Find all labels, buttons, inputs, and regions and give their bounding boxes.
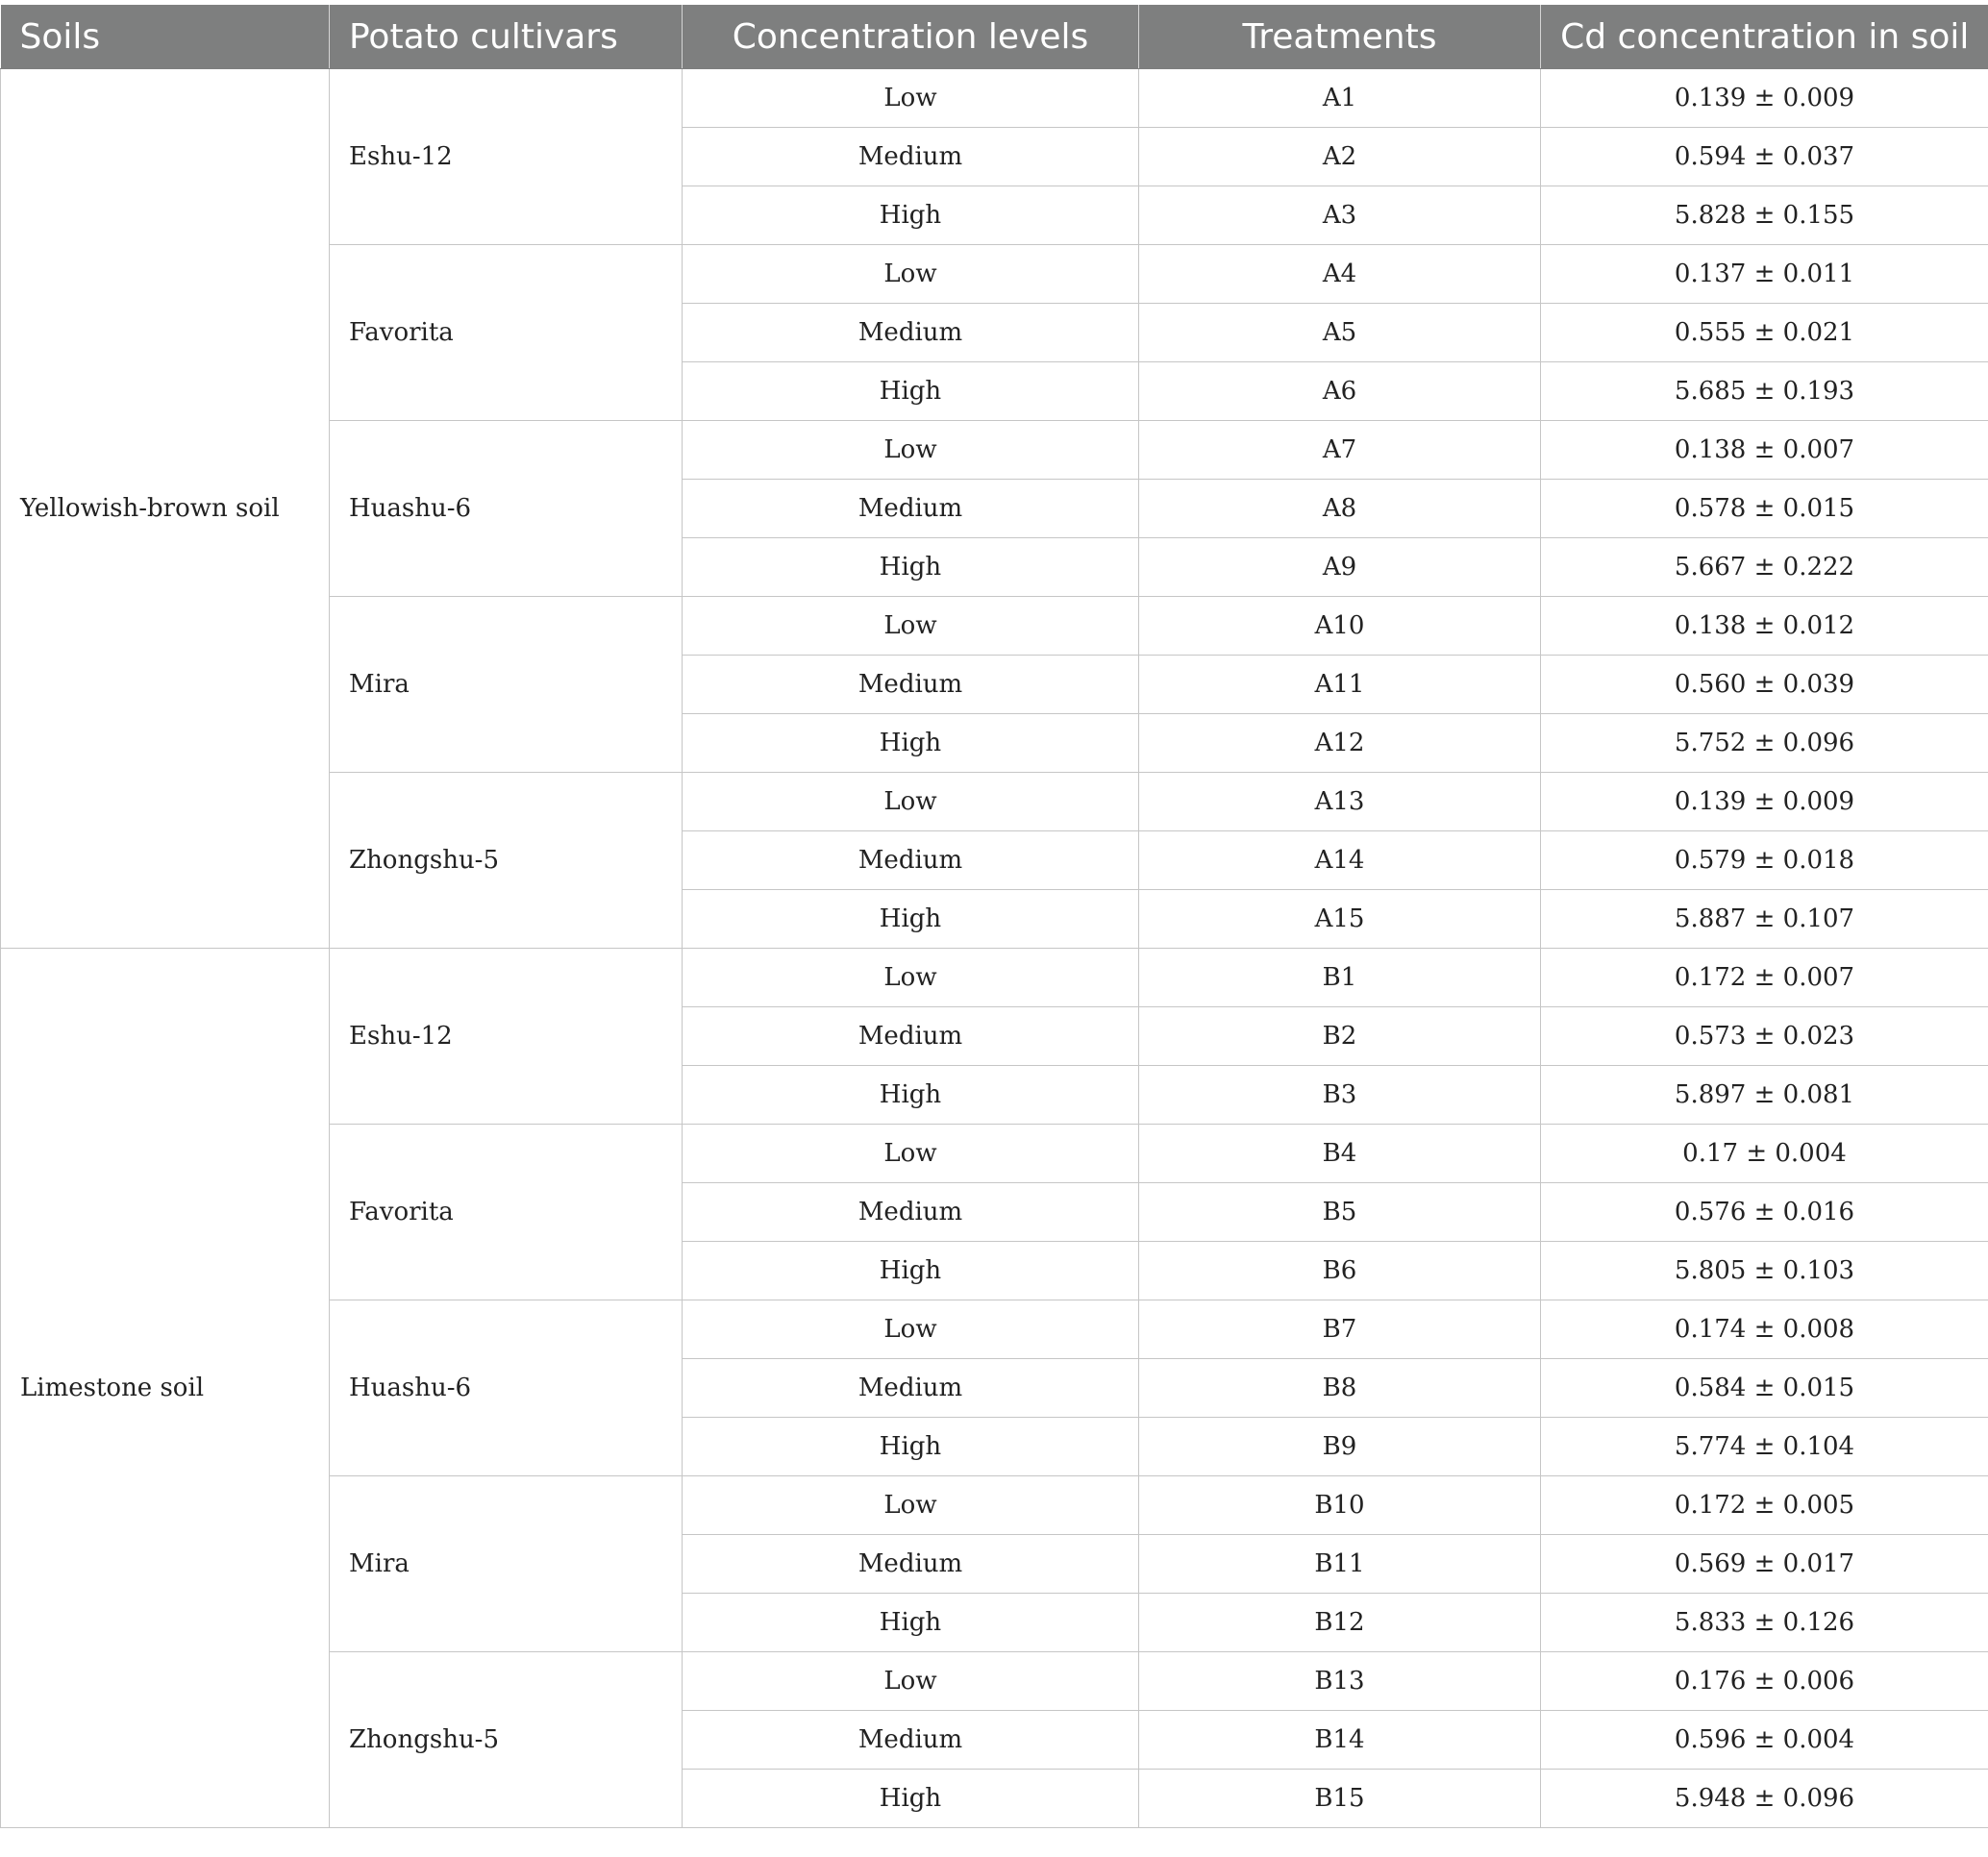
concentration-level-cell: Low (683, 1125, 1139, 1183)
cd-value-cell: 5.828 ± 0.155 (1541, 186, 1988, 245)
table-row (1, 949, 1988, 1007)
concentration-level-cell: Low (683, 1652, 1139, 1711)
cd-value-cell: 0.596 ± 0.004 (1541, 1711, 1988, 1770)
cd-value-cell: 5.685 ± 0.193 (1541, 362, 1988, 421)
concentration-level-cell: Medium (683, 480, 1139, 538)
concentration-level-cell: Low (683, 421, 1139, 480)
treatment-cell: B13 (1139, 1652, 1541, 1711)
concentration-level-cell: High (683, 1418, 1139, 1476)
cd-value-cell: 0.584 ± 0.015 (1541, 1359, 1988, 1418)
treatment-cell: A14 (1139, 831, 1541, 890)
cultivar-cell: Mira (330, 597, 683, 773)
concentration-level-cell: Medium (683, 656, 1139, 714)
treatment-cell: A9 (1139, 538, 1541, 597)
cd-value-cell: 5.897 ± 0.081 (1541, 1066, 1988, 1125)
cd-value-cell: 0.555 ± 0.021 (1541, 304, 1988, 362)
concentration-level-cell: High (683, 1242, 1139, 1300)
concentration-level-cell: Medium (683, 1183, 1139, 1242)
cd-value-cell: 0.578 ± 0.015 (1541, 480, 1988, 538)
treatment-cell: B14 (1139, 1711, 1541, 1770)
cultivar-cell: Favorita (330, 1125, 683, 1300)
concentration-level-cell: Low (683, 1476, 1139, 1535)
concentration-level-cell: Low (683, 69, 1139, 128)
concentration-level-cell: Medium (683, 128, 1139, 186)
cultivar-cell: Eshu-12 (330, 949, 683, 1125)
cd-value-cell: 5.752 ± 0.096 (1541, 714, 1988, 773)
header-cd-concentration: Cd concentration in soil (1541, 5, 1988, 69)
concentration-level-cell: Medium (683, 1359, 1139, 1418)
cultivar-cell: Mira (330, 1476, 683, 1652)
header-treatments: Treatments (1139, 5, 1541, 69)
cd-value-cell: 0.138 ± 0.012 (1541, 597, 1988, 656)
cd-value-cell: 0.579 ± 0.018 (1541, 831, 1988, 890)
concentration-level-cell: High (683, 1594, 1139, 1652)
treatment-cell: A11 (1139, 656, 1541, 714)
treatment-cell: A5 (1139, 304, 1541, 362)
treatment-cell: A4 (1139, 245, 1541, 304)
cd-value-cell: 5.805 ± 0.103 (1541, 1242, 1988, 1300)
cultivar-cell: Zhongshu-5 (330, 1652, 683, 1828)
concentration-level-cell: Medium (683, 1007, 1139, 1066)
cultivar-cell: Huashu-6 (330, 421, 683, 597)
treatment-cell: B6 (1139, 1242, 1541, 1300)
cd-value-cell: 5.667 ± 0.222 (1541, 538, 1988, 597)
treatment-cell: A6 (1139, 362, 1541, 421)
soil-cell: Limestone soil (1, 949, 330, 1828)
concentration-level-cell: Medium (683, 1711, 1139, 1770)
table-body (1, 69, 1988, 1828)
header-concentration-levels: Concentration levels (683, 5, 1139, 69)
concentration-level-cell: Low (683, 773, 1139, 831)
treatment-cell: A10 (1139, 597, 1541, 656)
concentration-level-cell: High (683, 890, 1139, 949)
treatment-cell: B10 (1139, 1476, 1541, 1535)
concentration-level-cell: Low (683, 1300, 1139, 1359)
cd-value-cell: 0.172 ± 0.005 (1541, 1476, 1988, 1535)
soil-cell: Yellowish-brown soil (1, 69, 330, 949)
cd-value-cell: 0.139 ± 0.009 (1541, 69, 1988, 128)
cultivar-cell: Favorita (330, 245, 683, 421)
cd-value-cell: 0.174 ± 0.008 (1541, 1300, 1988, 1359)
cultivar-cell: Huashu-6 (330, 1300, 683, 1476)
treatment-cell: B3 (1139, 1066, 1541, 1125)
cd-value-cell: 0.560 ± 0.039 (1541, 656, 1988, 714)
concentration-level-cell: High (683, 714, 1139, 773)
header-row (1, 5, 1988, 69)
concentration-level-cell: High (683, 1770, 1139, 1828)
header-potato-cultivars: Potato cultivars (330, 5, 683, 69)
cd-value-cell: 5.948 ± 0.096 (1541, 1770, 1988, 1828)
header-soils: Soils (1, 5, 330, 69)
treatment-cell: A3 (1139, 186, 1541, 245)
treatment-cell: A12 (1139, 714, 1541, 773)
treatment-cell: A1 (1139, 69, 1541, 128)
concentration-level-cell: Medium (683, 1535, 1139, 1594)
cd-value-cell: 0.569 ± 0.017 (1541, 1535, 1988, 1594)
treatment-cell: B7 (1139, 1300, 1541, 1359)
cd-value-cell: 0.573 ± 0.023 (1541, 1007, 1988, 1066)
treatment-cell: B12 (1139, 1594, 1541, 1652)
treatment-cell: B11 (1139, 1535, 1541, 1594)
treatment-cell: B1 (1139, 949, 1541, 1007)
concentration-level-cell: Medium (683, 304, 1139, 362)
treatment-cell: A15 (1139, 890, 1541, 949)
cd-value-cell: 5.833 ± 0.126 (1541, 1594, 1988, 1652)
treatment-cell: A13 (1139, 773, 1541, 831)
concentration-level-cell: Low (683, 245, 1139, 304)
cd-value-cell: 0.594 ± 0.037 (1541, 128, 1988, 186)
cd-value-cell: 0.176 ± 0.006 (1541, 1652, 1988, 1711)
cd-value-cell: 5.774 ± 0.104 (1541, 1418, 1988, 1476)
cd-concentration-table (0, 5, 1988, 1828)
concentration-level-cell: High (683, 1066, 1139, 1125)
treatment-cell: B2 (1139, 1007, 1541, 1066)
cd-value-cell: 0.139 ± 0.009 (1541, 773, 1988, 831)
treatment-cell: B4 (1139, 1125, 1541, 1183)
cd-value-cell: 0.172 ± 0.007 (1541, 949, 1988, 1007)
cd-value-cell: 0.138 ± 0.007 (1541, 421, 1988, 480)
cd-value-cell: 0.137 ± 0.011 (1541, 245, 1988, 304)
concentration-level-cell: Low (683, 597, 1139, 656)
treatment-cell: B9 (1139, 1418, 1541, 1476)
treatment-cell: A8 (1139, 480, 1541, 538)
concentration-level-cell: Medium (683, 831, 1139, 890)
treatment-cell: B5 (1139, 1183, 1541, 1242)
cd-value-cell: 0.576 ± 0.016 (1541, 1183, 1988, 1242)
concentration-level-cell: Low (683, 949, 1139, 1007)
cultivar-cell: Zhongshu-5 (330, 773, 683, 949)
concentration-level-cell: High (683, 186, 1139, 245)
cd-value-cell: 5.887 ± 0.107 (1541, 890, 1988, 949)
concentration-level-cell: High (683, 362, 1139, 421)
table-row (1, 69, 1988, 128)
concentration-level-cell: High (683, 538, 1139, 597)
treatment-cell: B15 (1139, 1770, 1541, 1828)
treatment-cell: B8 (1139, 1359, 1541, 1418)
cd-value-cell: 0.17 ± 0.004 (1541, 1125, 1988, 1183)
treatment-cell: A7 (1139, 421, 1541, 480)
cultivar-cell: Eshu-12 (330, 69, 683, 245)
treatment-cell: A2 (1139, 128, 1541, 186)
